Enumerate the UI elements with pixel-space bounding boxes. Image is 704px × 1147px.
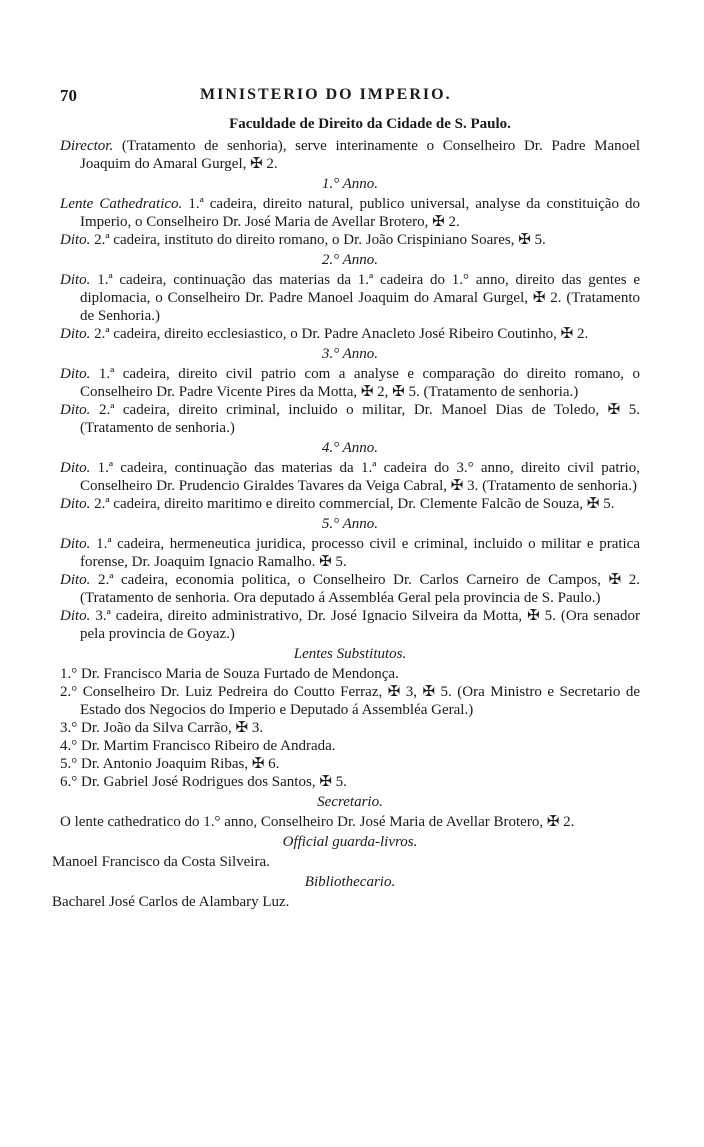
section-heading-substitutos: Lentes Substitutos. — [293, 646, 407, 662]
substitute-entry: 2.° Conselheiro Dr. Luiz Pedreira do Coutto Ferraz, ✠ 3, ✠ 5. (Ora Ministro e Secretario de Estado dos Negocios do Imperio e Deputado á Assembléa Geral.) — [60, 684, 640, 718]
entry-text: 2.ª cadeira, economia politica, o Conselheiro Dr. Carlos Carneiro de Campos, ✠ 2. (Tratamento de senhoria. Ora deputado á Assembléa Geral pela provincia de S. Paulo.) — [80, 572, 641, 606]
chair-entry — [60, 571, 640, 607]
entry-label: Dito. — [60, 608, 91, 624]
section-heading-year-2: 2.° Anno. — [321, 252, 379, 268]
entry-text: 2.ª cadeira, instituto do direito romano, o Dr. João Crispiniano Soares, ✠ 5. — [94, 232, 546, 248]
chair-entry — [60, 325, 640, 343]
entry-text: 1.ª cadeira, continuação das materias da 1.ª cadeira do 1.° anno, direito das gentes e diplomacia, o Conselheiro Dr. Padre Manoel Joaquim do Amaral Gurgel, ✠ 2. (Tratamento de Senhoria.) — [80, 272, 641, 324]
substitute-entry: 3.° Dr. João da Silva Carrão, ✠ 3. — [60, 720, 264, 736]
entry-label: Dito. — [60, 402, 91, 418]
entry-label: Lente Cathedratico. — [60, 196, 183, 212]
chair-entry — [60, 495, 640, 513]
substitute-entry: 4.° Dr. Martim Francisco Ribeiro de Andrada. — [60, 738, 336, 754]
substitute-entry: 6.° Dr. Gabriel José Rodrigues dos Santos, ✠ 5. — [60, 774, 347, 790]
entry-text: 1.ª cadeira, hermeneutica juridica, processo civil e criminal, incluido o militar e pratica forense, Dr. Joaquim Ignacio Ramalho. ✠ 5. — [80, 536, 641, 570]
director-entry — [60, 137, 640, 173]
entry-label: Dito. — [60, 496, 91, 512]
bibliothecario-entry: Bacharel José Carlos de Alambary Luz. — [52, 894, 290, 910]
substitute-entry: 1.° Dr. Francisco Maria de Souza Furtado de Mendonça. — [60, 666, 399, 682]
entry-label: Dito. — [60, 272, 91, 288]
section-heading-year-3: 3.° Anno. — [321, 346, 379, 362]
entry-text: 1.ª cadeira, direito natural, publico universal, analyse da constituição do Imperio, o Conselheiro Dr. José Maria de Avellar Brotero, ✠ 2. — [80, 196, 640, 230]
section-heading-bibliothecario: Bibliothecario. — [304, 874, 396, 890]
chair-entry — [60, 401, 640, 437]
chair-entry — [60, 459, 640, 495]
section-heading-year-1: 1.° Anno. — [321, 176, 379, 192]
section-heading-secretario: Secretario. — [317, 794, 383, 810]
entry-label: Dito. — [60, 460, 91, 476]
entry-text: 1.ª cadeira, continuação das materias da 1.ª cadeira do 3.° anno, direito civil patrio, Conselheiro Dr. Prudencio Giraldes Tavares da Veiga Cabral, ✠ 3. (Tratamento de senhoria.) — [80, 460, 641, 494]
secretario-entry: O lente cathedratico do 1.° anno, Conselheiro Dr. José Maria de Avellar Brotero, ✠ 2. — [60, 814, 575, 830]
entry-text: 3.ª cadeira, direito administrativo, Dr. José Ignacio Silveira da Motta, ✠ 5. (Ora senador pela provincia de Goyaz.) — [80, 608, 641, 642]
chair-entry — [60, 271, 640, 325]
section-heading-guarda-livros: Official guarda-livros. — [282, 834, 418, 850]
faculty-heading: Faculdade de Direito da Cidade de S. Paulo. — [229, 116, 511, 132]
section-heading-year-4: 4.° Anno. — [321, 440, 379, 456]
entry-label: Dito. — [60, 326, 91, 342]
chair-entry — [60, 231, 640, 249]
entry-label: Dito. — [60, 572, 91, 588]
entry-text: 2.ª cadeira, direito criminal, incluido o militar, Dr. Manoel Dias de Toledo, ✠ 5. (Tratamento de senhoria.) — [80, 402, 641, 436]
section-heading-year-5: 5.° Anno. — [321, 516, 379, 532]
entry-text: 2.ª cadeira, direito ecclesiastico, o Dr. Padre Anacleto José Ribeiro Coutinho, ✠ 2. — [94, 326, 589, 342]
running-head: MINISTERIO DO IMPERIO. — [200, 86, 452, 103]
entry-label: Director. — [60, 138, 114, 154]
document-page — [52, 86, 641, 911]
chair-entry — [60, 607, 640, 643]
entry-label: Dito. — [60, 536, 91, 552]
guarda-livros-entry: Manoel Francisco da Costa Silveira. — [52, 854, 270, 870]
entry-label: Dito. — [60, 232, 91, 248]
page-number: 70 — [60, 86, 77, 105]
page-header — [60, 86, 640, 108]
entry-label: Dito. — [60, 366, 91, 382]
chair-entry — [60, 195, 640, 231]
entry-text: 2.ª cadeira, direito maritimo e direito commercial, Dr. Clemente Falcão de Souza, ✠ 5. — [94, 496, 615, 512]
entry-text: 1.ª cadeira, direito civil patrio com a analyse e comparação do direito romano, o Conselheiro Dr. Padre Vicente Pires da Motta, ✠ 2, ✠ 5. (Tratamento de senhoria.) — [80, 366, 641, 400]
chair-entry — [60, 535, 640, 571]
chair-entry — [60, 365, 640, 401]
entry-text: (Tratamento de senhoria), serve interinamente o Conselheiro Dr. Padre Manoel Joaquim do Amaral Gurgel, ✠ 2. — [80, 138, 640, 172]
substitute-entry: 5.° Dr. Antonio Joaquim Ribas, ✠ 6. — [60, 756, 280, 772]
